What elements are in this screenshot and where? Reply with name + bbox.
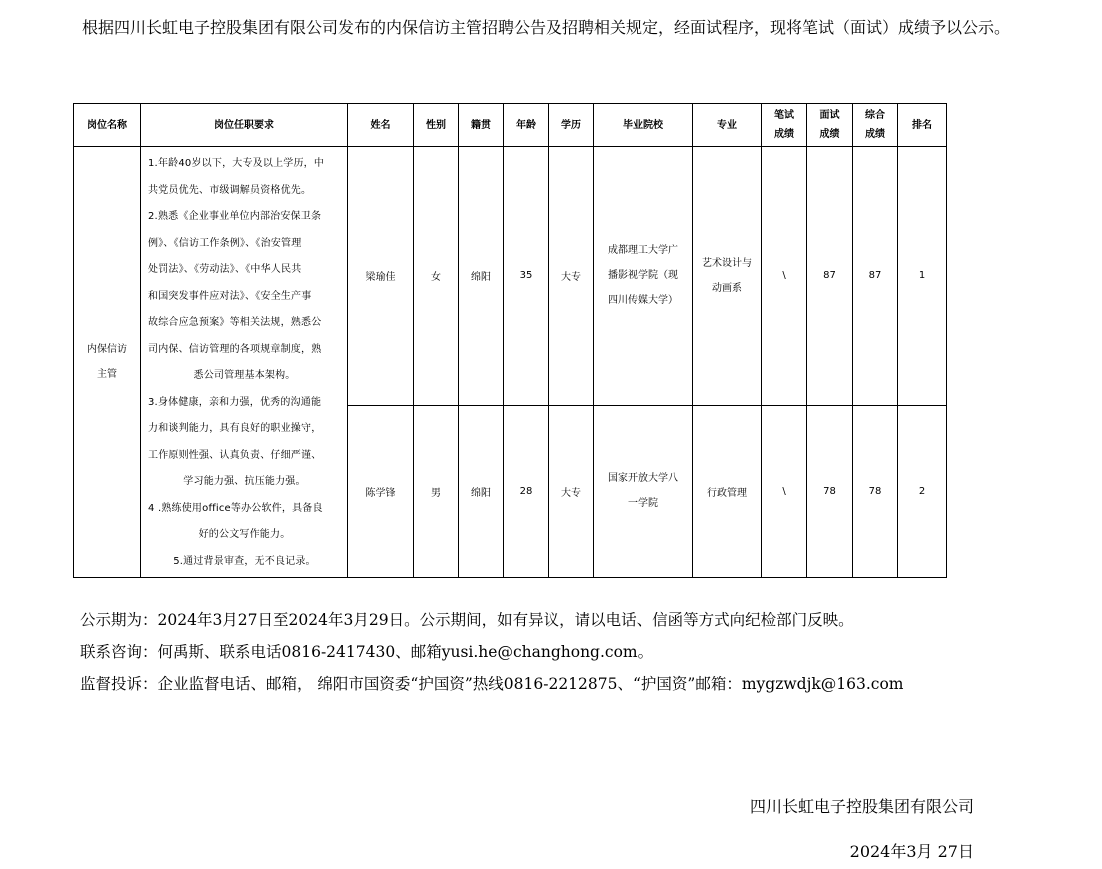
header-interview-line1: 面试 [819, 110, 840, 121]
position-line1: 内保信访 [87, 344, 127, 355]
header-major: 专业 [693, 104, 762, 147]
header-rank: 排名 [898, 104, 947, 147]
cell-education: 大专 [549, 405, 594, 577]
req-line: 悉公司管理基本架构。 [193, 370, 296, 381]
req-line: 处罚法》、《劳动法》、《中华人民共 [148, 264, 302, 275]
header-interview-score [807, 104, 853, 147]
major-line: 动画系 [712, 282, 742, 294]
header-gender: 性别 [414, 104, 459, 147]
cell-origin: 绵阳 [459, 405, 504, 577]
position-cell [74, 147, 141, 578]
req-line: 1.年龄40岁以下，大专及以上学历，中 [148, 158, 325, 169]
cell-written-score: \ [762, 147, 807, 406]
header-total-line2: 成绩 [865, 129, 885, 140]
table-header-row [74, 104, 947, 147]
cell-written-score: \ [762, 405, 807, 577]
header-requirements: 岗位任职要求 [141, 104, 348, 147]
req-line: 工作原则性强、认真负责、仔细严谨、 [148, 449, 322, 461]
header-written-line1: 笔试 [774, 110, 794, 121]
cell-name: 梁瑜佳 [348, 147, 414, 406]
req-line: 例》、《信访工作条例》、《治安管理 [148, 237, 302, 249]
header-origin: 籍贯 [459, 104, 504, 147]
complaint-info: 监督投诉：企业监督电话、邮箱， 绵阳市国资委“护国资”热线0816-2212875、“护国资”邮箱：mygzwdjk@163.com [80, 675, 904, 693]
position-line2: 主管 [97, 369, 117, 380]
cell-major: 行政管理 [693, 405, 762, 577]
cell-school [594, 147, 693, 406]
header-education: 学历 [549, 104, 594, 147]
req-line: 故综合应急预案》等相关法规，熟悉公 [148, 317, 322, 328]
cell-name: 陈学锋 [348, 405, 414, 577]
header-written-score [762, 104, 807, 147]
company-signature: 四川长虹电子控股集团有限公司 [749, 797, 974, 816]
header-total-line1: 综合 [865, 110, 885, 121]
cell-total-score: 78 [853, 405, 898, 577]
cell-school [594, 405, 693, 577]
cell-major [693, 147, 762, 406]
cell-gender: 女 [414, 147, 459, 406]
table-row [74, 147, 947, 406]
cell-age: 28 [504, 405, 549, 577]
req-line: 4 .熟练使用office等办公软件，具备良 [148, 502, 323, 514]
contact-info: 联系咨询：何禹斯、联系电话0816-2417430、邮箱yusi.he@changhong.com。 [80, 643, 654, 661]
school-line: 国家开放大学八 [608, 473, 678, 485]
results-table [73, 103, 947, 578]
requirements-cell [141, 147, 348, 578]
cell-origin: 绵阳 [459, 147, 504, 406]
req-line: 5.通过背景审查，无不良记录。 [173, 555, 316, 567]
major-line: 艺术设计与 [702, 257, 752, 269]
cell-gender: 男 [414, 405, 459, 577]
cell-rank: 2 [898, 405, 947, 577]
req-line: 共党员优先、市级调解员资格优先。 [148, 184, 312, 196]
cell-age: 35 [504, 147, 549, 406]
req-line: 学习能力强、抗压能力强。 [183, 476, 306, 487]
header-written-line2: 成绩 [774, 129, 794, 140]
req-line: 力和谈判能力，具有良好的职业操守， [148, 423, 322, 434]
cell-education: 大专 [549, 147, 594, 406]
header-interview-line2: 成绩 [819, 129, 840, 140]
req-line: 司内保、信访管理的各项规章制度，熟 [148, 343, 322, 355]
school-line: 四川传媒大学） [608, 295, 678, 307]
header-total-score [853, 104, 898, 147]
header-position: 岗位名称 [74, 104, 141, 147]
req-line: 和国突发事件应对法》、《安全生产事 [148, 290, 312, 302]
req-line: 好的公文写作能力。 [198, 529, 291, 540]
publicity-period: 公示期为：2024年3月27日至2024年3月29日。公示期间，如有异议，请以电话、信函等方式向纪检部门反映。 [80, 611, 854, 629]
school-line: 一学院 [628, 498, 658, 510]
req-line: 3.身体健康，亲和力强，优秀的沟通能 [148, 396, 322, 408]
signature-date: 2024年3月 27日 [849, 842, 974, 861]
school-line: 播影视学院（现 [608, 270, 678, 282]
school-line: 成都理工大学广 [608, 245, 678, 257]
req-line: 2.熟悉《企业事业单位内部治安保卫条 [148, 211, 322, 222]
intro-paragraph: 根据四川长虹电子控股集团有限公司发布的内保信访主管招聘公告及招聘相关规定，经面试程序，现将笔试（面试）成绩予以公示。 [82, 18, 1011, 37]
cell-total-score: 87 [853, 147, 898, 406]
cell-interview-score: 87 [807, 147, 853, 406]
cell-interview-score: 78 [807, 405, 853, 577]
cell-rank: 1 [898, 147, 947, 406]
header-school: 毕业院校 [594, 104, 693, 147]
notice-footer [80, 604, 904, 700]
header-age: 年龄 [504, 104, 549, 147]
header-name: 姓名 [348, 104, 414, 147]
